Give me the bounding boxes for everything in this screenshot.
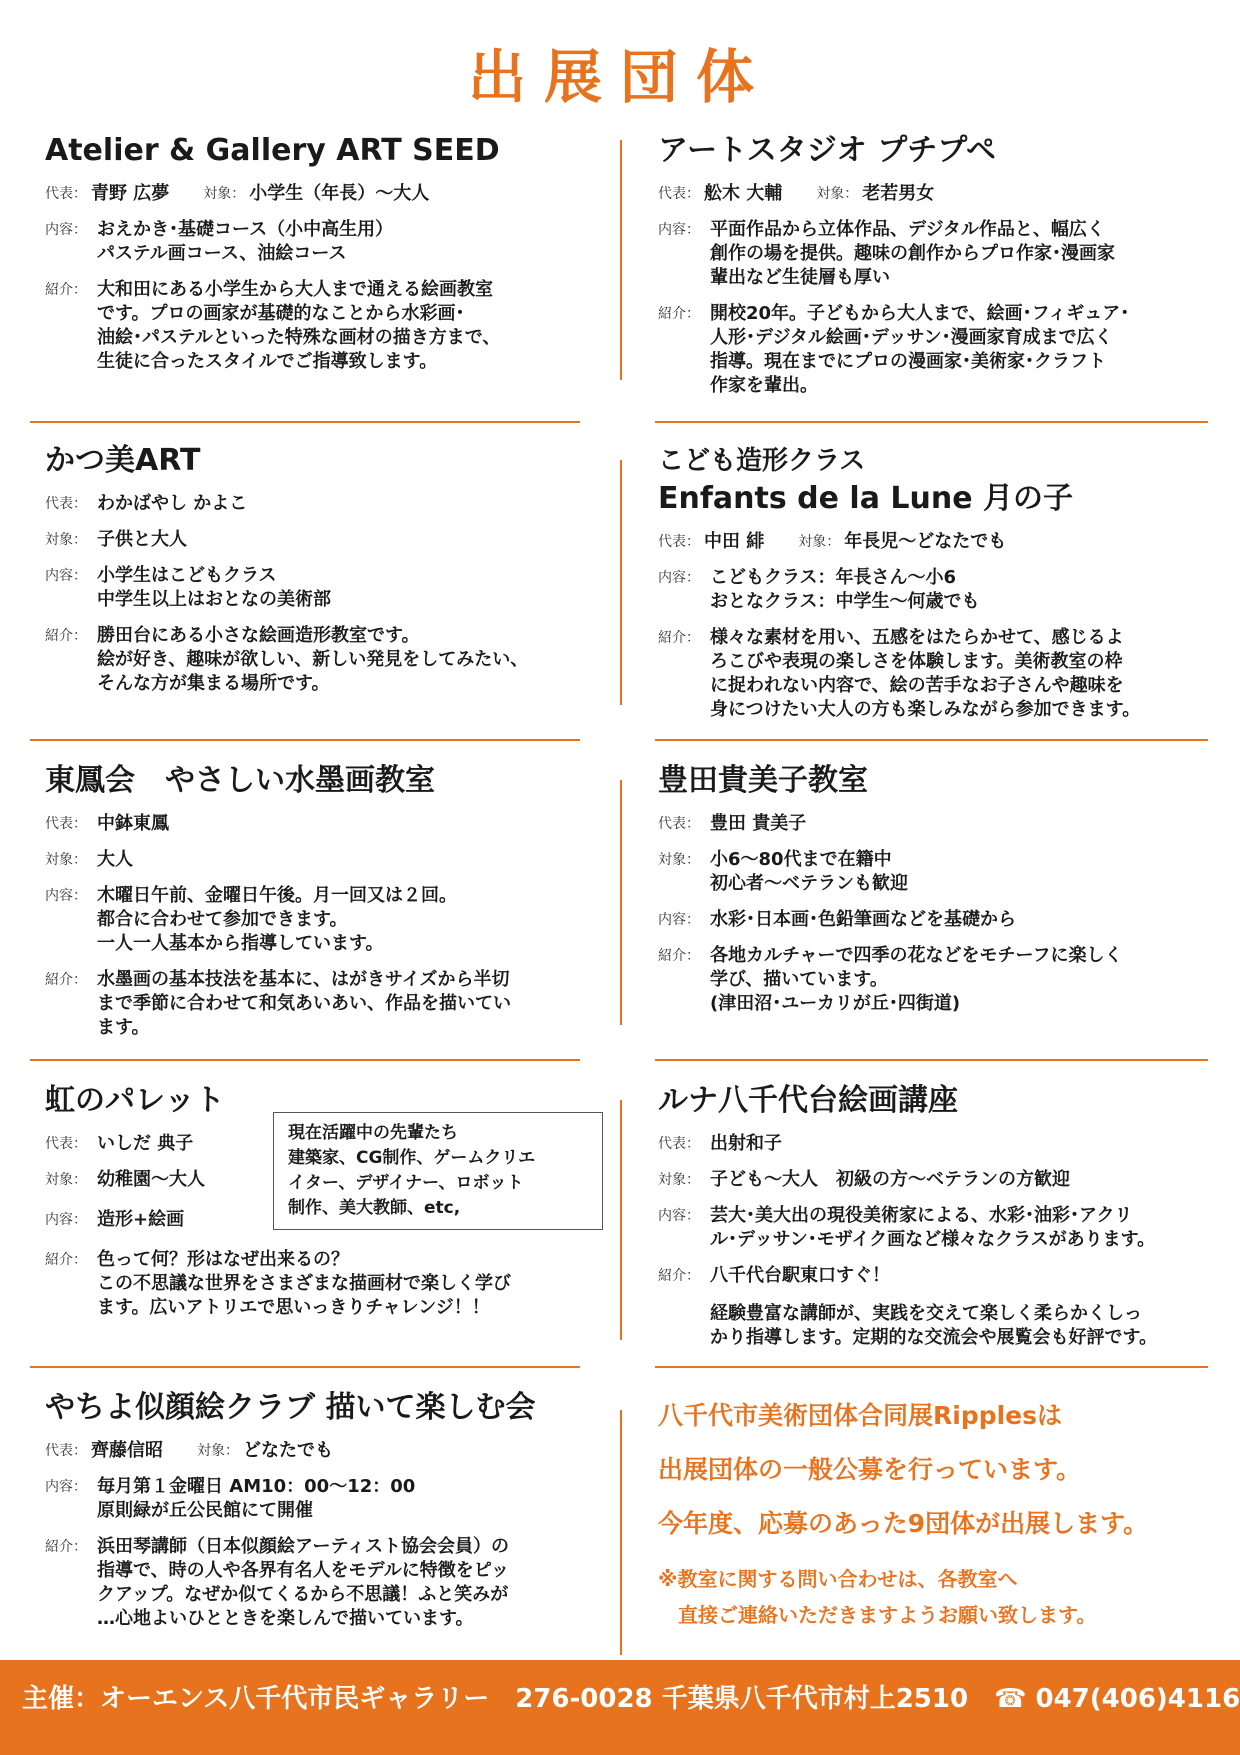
divider — [30, 421, 580, 423]
content-value: 造形+絵画 — [97, 1209, 185, 1230]
column-separator — [620, 1100, 622, 1340]
notice-line-3: 今年度、応募のあった9団体が出展します。 — [658, 1509, 1149, 1538]
divider — [655, 1366, 1208, 1368]
intro-label: 紹介： — [45, 282, 87, 298]
rep-label: 代表： — [658, 1136, 700, 1152]
rep-value: いしだ 典子 — [97, 1133, 194, 1154]
group-name: アートスタジオ プチプペ — [658, 133, 997, 168]
intro-value: 開校20年。子どもから大人まで、絵画･フィギュア･ 人形･デジタル絵画･デッサン･漫画家育成まで広く 指導。現在までにプロの漫画家･美術家･クラフト 作家を輩出。 — [710, 303, 1130, 396]
column-separator — [620, 140, 622, 380]
rep-label: 代表： — [658, 186, 700, 202]
footer-bar — [0, 1660, 1240, 1755]
content-value: 芸大･美大出の現役美術家による、水彩･油彩･アクリ ル･デッサン･モザイク画など様々なクラスがあります。 — [710, 1205, 1156, 1250]
content-value: こどもクラス：年長さん〜小6 おとなクラス：中学生〜何歳でも — [710, 567, 980, 612]
divider — [30, 1366, 580, 1368]
rep-label: 代表： — [45, 496, 87, 512]
intro-value: 大和田にある小学生から大人まで通える絵画教室 です。プロの画家が基礎的なことから水彩画･ 油絵･パステルといった特殊な画材の描き方まで、 生徒に合ったスタイルでご指導致します。 — [97, 279, 501, 372]
rep-label: 代表： — [45, 1136, 87, 1152]
target-label: 対象： — [197, 1443, 239, 1459]
target-value: 幼稚園〜大人 — [97, 1169, 205, 1190]
divider — [655, 739, 1208, 741]
rep-label: 代表： — [658, 816, 700, 832]
target-value: 子供と大人 — [97, 529, 187, 550]
content-value: 木曜日午前、金曜日午後。月一回又は２回。 都合に合わせて参加できます。 一人一人基本から指導しています。 — [97, 885, 457, 954]
intro-label: 紹介： — [45, 628, 87, 644]
content-value: 小学生はこどもクラス 中学生以上はおとなの美術部 — [97, 565, 331, 610]
intro-value: 様々な素材を用い、五感をはたらかせて、感じるよ ろこびや表現の楽しさを体験します。美術教室の枠 に捉われない内容で、絵の苦手なお子さんや趣味を 身につけたい大人の方も楽しみながら参加できます。 — [710, 627, 1141, 720]
content-value: 平面作品から立体作品、デジタル作品と、幅広く 創作の場を提供。趣味の創作からプロ作家･漫画家 輩出など生徒層も厚い — [710, 219, 1115, 288]
rep-target-row — [45, 182, 585, 206]
group-name: かつ美ART — [45, 443, 201, 478]
content-label: 内容： — [45, 568, 87, 584]
target-value: どなたでも — [243, 1440, 333, 1461]
target-value: 小6〜80代まで在籍中 初心者〜ベテランも歓迎 — [710, 849, 908, 894]
divider — [30, 739, 580, 741]
content-label: 内容： — [658, 222, 700, 238]
rep-target-row — [658, 182, 1218, 206]
column-separator — [620, 780, 622, 1025]
group-katsumi-art — [45, 442, 585, 696]
rep-target-row — [45, 1439, 605, 1463]
target-value: 年長児〜どなたでも — [844, 531, 1007, 552]
target-label: 対象： — [45, 1172, 87, 1188]
rep-label: 代表： — [45, 186, 87, 202]
rep-value: 豊田 貴美子 — [710, 813, 807, 834]
group-toho-kai — [45, 762, 585, 1040]
group-luna-yachiyodai — [658, 1082, 1218, 1350]
intro-label: 紹介： — [658, 306, 700, 322]
content-value: 水彩･日本画･色鉛筆画などを基礎から — [710, 909, 1016, 930]
intro-value: 各地カルチャーで四季の花などをモチーフに楽しく 学び、描いています。 (津田沼･ユーカリが丘･四街道) — [710, 945, 1123, 1014]
rep-label: 代表： — [45, 816, 87, 832]
target-label: 対象： — [45, 532, 87, 548]
intro-value: 水墨画の基本技法を基本に、はがきサイズから半切 まで季節に合わせて和気あいあい、作品を描いてい ます。 — [97, 969, 511, 1038]
group-enfants-de-la-lune — [658, 442, 1218, 722]
content-value: おえかき･基礎コース（小中高生用） パステル画コース、油絵コース — [97, 219, 394, 264]
content-value: 毎月第１金曜日 AM10：00〜12：00 原則緑が丘公民館にて開催 — [97, 1476, 416, 1521]
open-call-notice — [658, 1389, 1218, 1633]
group-yachiyo-nigaoe — [45, 1389, 605, 1631]
group-name: 豊田貴美子教室 — [658, 763, 868, 798]
group-name: やちよ似顔絵クラブ 描いて楽しむ会 — [45, 1390, 536, 1425]
content-label: 内容： — [45, 222, 87, 238]
content-label: 内容： — [658, 1208, 700, 1224]
rep-value: 青野 広夢 — [91, 183, 170, 204]
content-label: 内容： — [45, 888, 87, 904]
target-value: 大人 — [97, 849, 133, 870]
group-toyoda-kimiko — [658, 762, 1218, 1016]
group-name: 東鳳会 やさしい水墨画教室 — [45, 763, 435, 798]
column-separator — [620, 1410, 622, 1655]
group-name-line1: こども造形クラス — [658, 446, 866, 476]
content-label: 内容： — [45, 1479, 87, 1495]
divider — [655, 421, 1208, 423]
rep-label: 代表： — [658, 534, 700, 550]
intro-value: 浜田琴講師（日本似顔絵アーティスト協会会員）の 指導で、時の人や各界有名人をモデルに特徴をピッ クアップ。なぜか似てくるから不思議！ふと笑みが …心地よいひとときを楽しんで描いています。 — [97, 1536, 510, 1629]
column-separator — [620, 460, 622, 705]
target-label: 対象： — [203, 186, 246, 202]
group-name: Atelier & Gallery ART SEED — [45, 133, 500, 168]
intro-value: 色って何？形はなぜ出来るの？ この不思議な世界をさまざまな描画材で楽しく学び ます。広いアトリエで思いっきりチャレンジ！！ — [97, 1249, 511, 1318]
intro-value: 八千代台駅東口すぐ！ — [710, 1265, 890, 1286]
target-label: 対象： — [658, 1172, 700, 1188]
rep-value: 舩木 大輔 — [704, 183, 783, 204]
rep-target-row — [658, 530, 1218, 554]
alumni-box: 現在活躍中の先輩たち 建築家、CG制作、ゲームクリエ イター、デザイナー、ロボット 制作、美大教師、etc, — [273, 1112, 603, 1230]
notice-line-1: 八千代市美術団体合同展Ripplesは — [658, 1401, 1063, 1430]
target-value: 老若男女 — [862, 183, 935, 204]
target-label: 対象： — [45, 852, 87, 868]
target-label: 対象： — [798, 534, 841, 550]
divider — [30, 1059, 580, 1061]
intro-value-2: 経験豊富な講師が、実践を交えて楽しく柔らかくしっ かり指導します。定期的な交流会や展覧会も好評です。 — [710, 1303, 1158, 1348]
rep-value: 出射和子 — [710, 1133, 782, 1154]
group-name-line2: Enfants de la Lune 月の子 — [658, 481, 1074, 516]
group-name: 虹のパレット — [45, 1083, 225, 1118]
intro-value: 勝田台にある小さな絵画造形教室です。 絵が好き、趣味が欲しい、新しい発見をしてみたい、 そんな方が集まる場所です。 — [97, 625, 529, 694]
intro-label: 紹介： — [45, 972, 87, 988]
organizer-info: 主催：オーエンス八千代市民ギャラリー 276-0028 千葉県八千代市村上2510 ☎ 047(406)4116 — [22, 1684, 1240, 1714]
page-title: 出展団体 — [467, 43, 772, 111]
target-label: 対象： — [658, 852, 700, 868]
content-label: 内容： — [45, 1212, 87, 1228]
intro-label: 紹介： — [658, 948, 700, 964]
group-petit-pe — [658, 132, 1218, 398]
rep-value: わかばやし かよこ — [97, 493, 248, 514]
intro-label: 紹介： — [45, 1539, 87, 1555]
intro-label: 紹介： — [45, 1252, 87, 1268]
rep-value: 中鉢東鳳 — [97, 813, 169, 834]
contact-note: ※教室に関する問い合わせは、各教室へ 直接ご連絡いただきますようお願い致します。 — [658, 1567, 1097, 1627]
content-label: 内容： — [658, 570, 700, 586]
content-label: 内容： — [658, 912, 700, 928]
group-art-seed — [45, 132, 585, 374]
target-value: 子ども〜大人 初級の方〜ベテランの方歓迎 — [710, 1169, 1070, 1190]
rep-label: 代表： — [45, 1443, 87, 1459]
divider — [655, 1059, 1208, 1061]
target-value: 小学生（年長）〜大人 — [249, 183, 430, 204]
rep-value: 中田 緋 — [704, 531, 765, 552]
rep-value: 齊藤信昭 — [91, 1440, 163, 1461]
intro-label: 紹介： — [658, 1268, 700, 1284]
notice-line-2: 出展団体の一般公募を行っています。 — [658, 1455, 1082, 1484]
intro-label: 紹介： — [658, 630, 700, 646]
group-name: ルナ八千代台絵画講座 — [658, 1083, 958, 1118]
target-label: 対象： — [816, 186, 859, 202]
